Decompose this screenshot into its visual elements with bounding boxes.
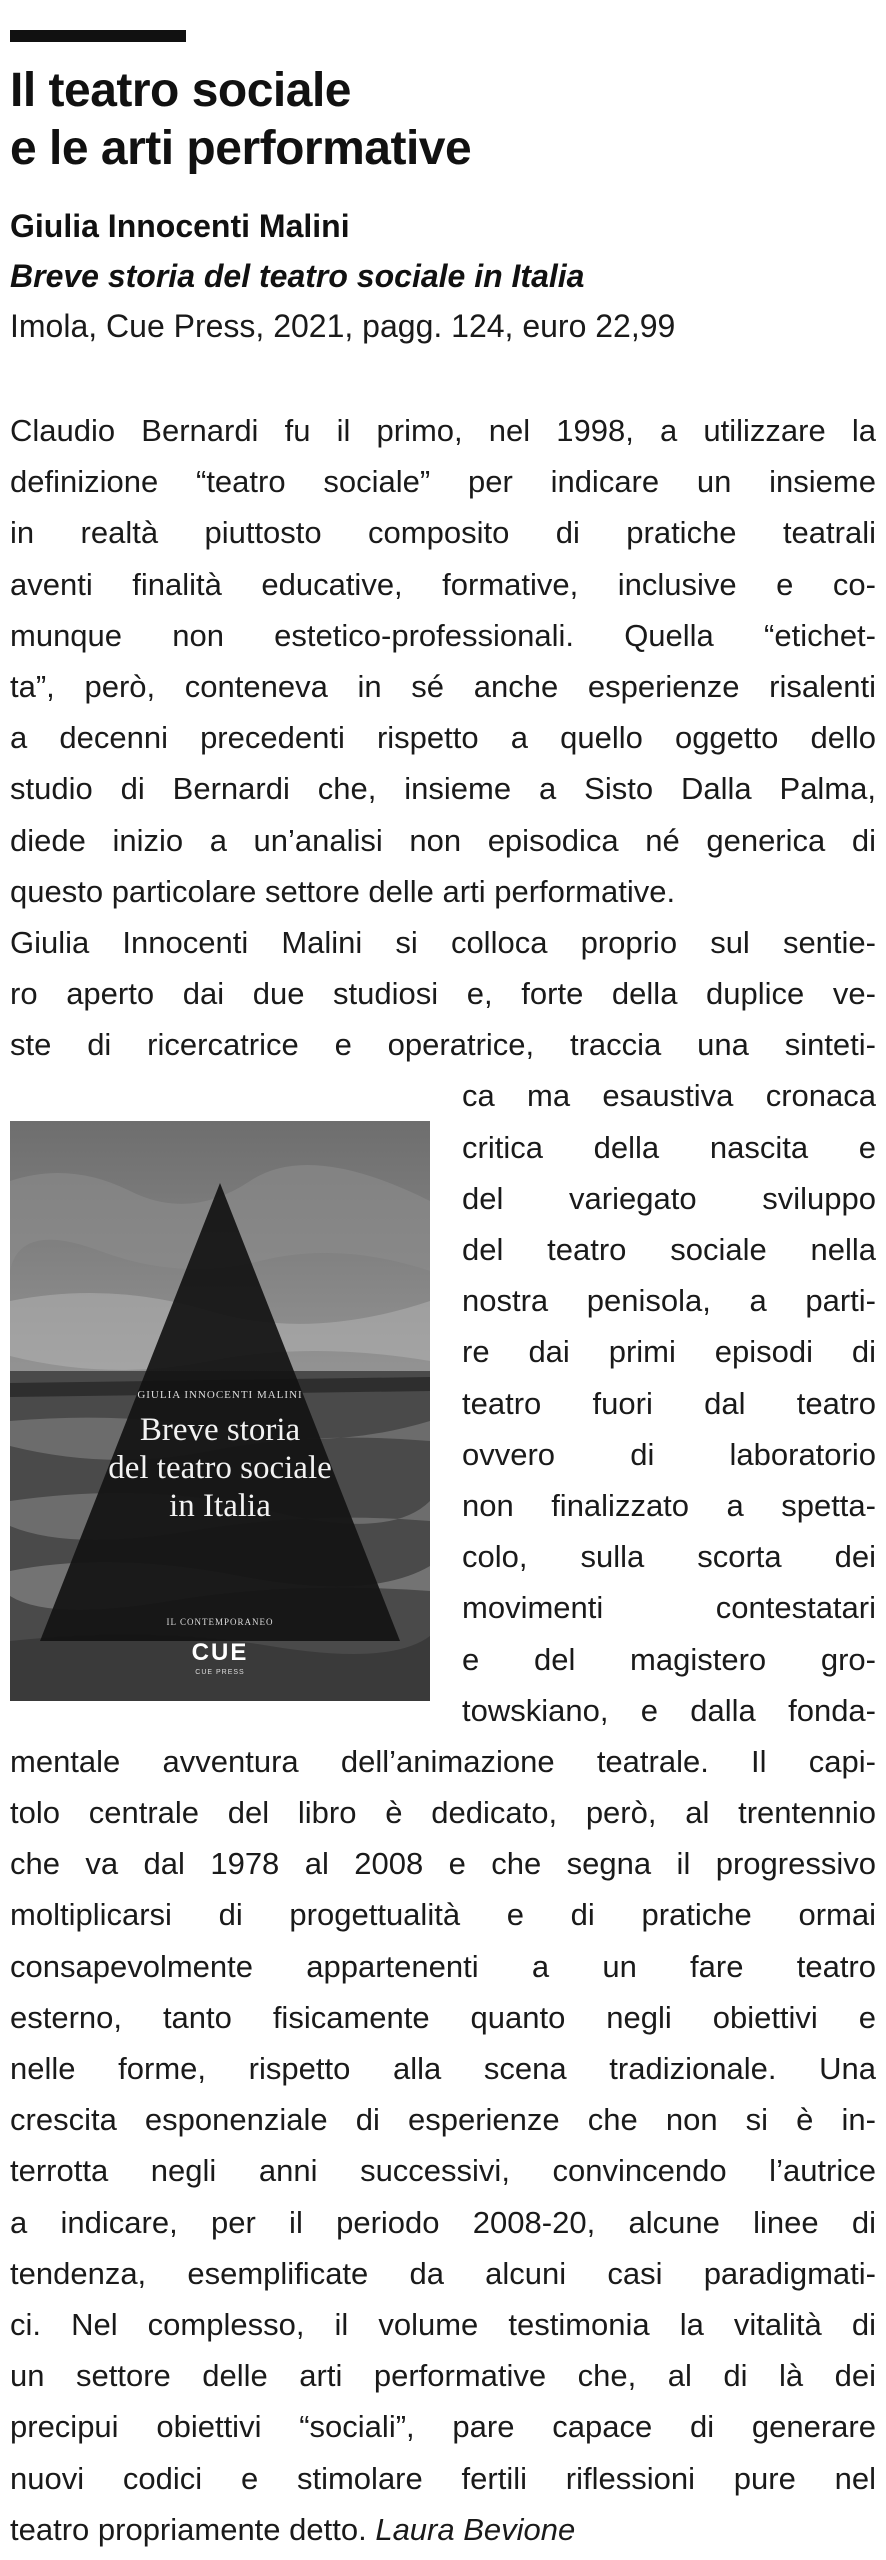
body-line: nuovi codici e stimolare fertili riflessioni pure nel — [10, 2460, 876, 2496]
body-line: moltiplicarsi di progettualità e di pratiche ormai — [10, 1897, 876, 1933]
body-line: ste di ricercatrice e operatrice, traccia una sinteti- — [10, 1027, 876, 1063]
body-line: teatro fuori dal teatro — [462, 1385, 876, 1421]
title-line-2: e le arti performative — [10, 122, 472, 175]
body-line: movimenti contestatari — [462, 1590, 876, 1626]
body-line: diede inizio a un’analisi non episodica né generica di — [10, 822, 876, 858]
body-line: che va dal 1978 al 2008 e che segna il progressivo — [10, 1846, 876, 1882]
body-line: a indicare, per il periodo 2008-20, alcune linee di — [10, 2204, 876, 2240]
body-line: non finalizzato a spetta- — [462, 1487, 876, 1523]
body-line: aventi finalità educative, formative, inclusive e co- — [10, 566, 876, 602]
reviewer-signature: Laura Bevione — [375, 2511, 576, 2547]
top-rule-divider — [10, 30, 186, 42]
cover-title-line-3: in Italia — [169, 1488, 271, 1524]
body-line: Giulia Innocenti Malini si colloca proprio sul sentie- — [10, 924, 876, 960]
body-line: terrotta negli anni successivi, convincendo l’autrice — [10, 2153, 876, 2189]
body-line: un settore delle arti performative che, al di là dei — [10, 2358, 876, 2394]
body-line: questo particolare settore delle arti performative. — [10, 873, 676, 909]
book-author: Giulia Innocenti Malini — [10, 208, 350, 244]
body-line: tendenza, esemplificate da alcuni casi paradigmati- — [10, 2255, 876, 2291]
body-line: ovvero di laboratorio — [462, 1436, 876, 1472]
body-line: mentale avventura dell’animazione teatrale. Il capi- — [10, 1743, 876, 1779]
body-line: colo, sulla scorta dei — [462, 1539, 876, 1575]
body-line: crescita esponenziale di esperienze che non si è in- — [10, 2102, 876, 2138]
cover-title-line-1: Breve storia — [139, 1412, 301, 1448]
cover-publisher: CUE PRESS — [195, 1669, 245, 1676]
body-line: ca ma esaustiva cronaca — [462, 1078, 876, 1114]
body-line: del variegato sviluppo — [462, 1180, 876, 1216]
review-body — [10, 405, 876, 2555]
body-line: in realtà piuttosto composito di pratiche teatrali — [10, 515, 876, 551]
body-line: nelle forme, rispetto alla scena tradizionale. Una — [10, 2051, 876, 2086]
body-line: e del magistero gro- — [462, 1641, 876, 1677]
body-line: towskiano, e dalla fonda- — [462, 1692, 876, 1728]
body-line: studio di Bernardi che, insieme a Sisto Dalla Palma, — [10, 771, 876, 807]
body-line: munque non estetico-professionali. Quella “etichet- — [10, 617, 876, 653]
body-line: esterno, tanto fisicamente quanto negli obiettivi e — [10, 1999, 876, 2035]
body-last-line — [10, 2504, 876, 2555]
body-line: precipui obiettivi “sociali”, pare capace di generare — [10, 2409, 876, 2445]
cover-author: GIULIA INNOCENTI MALINI — [137, 1389, 303, 1401]
body-line: ci. Nel complesso, il volume testimonia la vitalità di — [10, 2306, 876, 2342]
body-line: critica della nascita e — [462, 1129, 876, 1165]
body-line: re dai primi episodi di — [462, 1334, 876, 1370]
cover-series-label: IL CONTEMPORANEO — [166, 1617, 274, 1627]
body-line: a decenni precedenti rispetto a quello oggetto dello — [10, 720, 876, 756]
body-line: definizione “teatro sociale” per indicare un insieme — [10, 464, 876, 500]
cover-title-line-2: del teatro sociale — [108, 1450, 332, 1486]
article-title — [10, 62, 870, 178]
body-line: tolo centrale del libro è dedicato, però, al trentennio — [10, 1795, 876, 1831]
body-line: ro aperto dai due studiosi e, forte della duplice ve- — [10, 976, 876, 1012]
cue-press-logo: CUE — [191, 1639, 249, 1666]
body-line: Claudio Bernardi fu il primo, nel 1998, a utilizzare la — [10, 413, 876, 448]
body-last-line-text: teatro propriamente detto. — [10, 2511, 376, 2547]
body-line: consapevolmente appartenenti a un fare teatro — [10, 1948, 876, 1984]
title-line-1: Il teatro sociale — [10, 64, 351, 117]
body-line: nostra penisola, a parti- — [462, 1283, 876, 1319]
publication-info: Imola, Cue Press, 2021, pagg. 124, euro 22,99 — [10, 308, 676, 344]
body-line: ta”, però, conteneva in sé anche esperienze risalenti — [10, 668, 876, 704]
book-title: Breve storia del teatro sociale in Italia — [10, 258, 585, 294]
body-line: del teatro sociale nella — [462, 1232, 876, 1267]
